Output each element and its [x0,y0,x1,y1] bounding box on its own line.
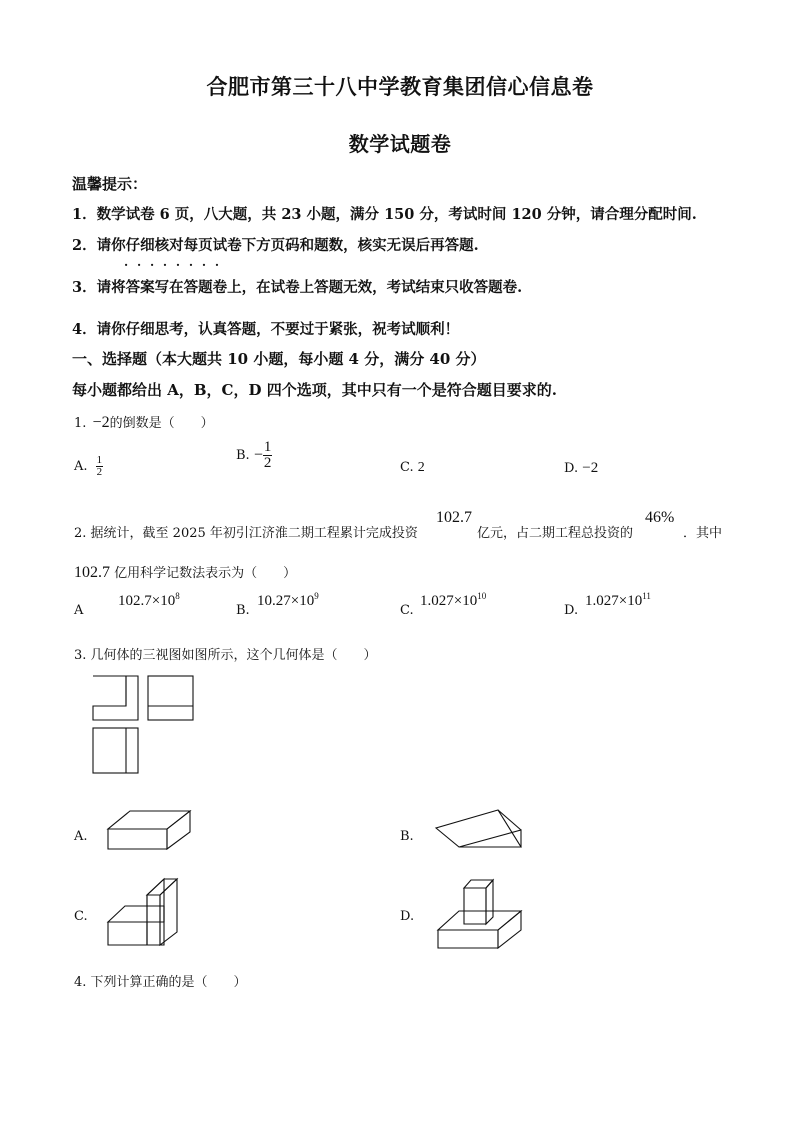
q1-a-label: A. [74,459,88,474]
q3-number: 3. [74,648,87,663]
q3-option-b-label: B. [400,829,414,844]
q2-d-exponent: 11 [642,591,651,601]
q1-c-value: 2 [417,460,425,475]
q1-d-value: −2 [582,460,599,476]
q2-line2-text: 亿用科学记数法表示为（ ） [114,566,297,581]
q2-value1: 102.7 [436,509,472,526]
q4-text: 下列计算正确的是（ ） [90,975,247,990]
tip-item-2: 2．请你仔细核对每页试卷下方页码和题数，核实无误后再答题. [72,237,479,254]
q4-number: 4. [74,975,87,990]
option-c-l-solid [108,879,177,945]
q2-option-d-label: D. [564,603,579,618]
q2-percent: 46% [645,509,675,526]
option-d-block-on-slab [438,880,521,948]
q2-number: 2. [74,526,87,541]
q3-text: 几何体的三视图如图所示，这个几何体是（ ） [90,648,377,663]
tip-item-1: 1．数学试卷 6 页，八大题，共 23 小题，满分 150 分，考试时间 120 分钟，请合理分配时间. [72,206,697,223]
q2-line2-value: 102.7 [74,564,110,581]
tip-item-3: 3．请将答案写在答题卷上，在试卷上答题无效，考试结束只收答题卷. [72,279,523,296]
q2-text3: ．其中 [683,526,723,541]
option-b-wedge [436,810,521,847]
tips-heading: 温馨提示： [72,175,148,193]
page-subtitle: 数学试题卷 [348,132,452,156]
emphasis-dots: ········ [124,258,228,272]
option-a-slab [108,811,190,849]
q2-option-b-label: B. [236,603,250,618]
q2-b-exponent: 9 [314,591,319,601]
q2-a-mantissa: 102.7×10 [118,593,176,609]
q2-c-exponent: 10 [477,591,487,601]
q1-expr: −2 [92,414,110,431]
q1-a-num: 1 [96,454,103,466]
q1-a-den: 2 [96,466,103,478]
q3-option-d-label: D. [400,909,415,924]
q3-option-a-label: A. [74,829,88,844]
q2-text1: 据统计，截至 2025 年初引江济淮二期工程累计完成投资 [90,526,418,541]
q1-number: 1. [74,416,87,431]
section-heading: 一、选择题（本大题共 10 小题，每小题 4 分，满分 40 分） [72,350,486,368]
q2-d-mantissa: 1.027×10 [585,593,643,609]
q2-text2: 亿元，占二期工程总投资的 [477,526,634,541]
q2-option-c-label: C. [400,603,414,618]
q2-a-exponent: 8 [175,591,180,601]
q3-option-c-label: C. [74,909,88,924]
page-title: 合肥市第三十八中学教育集团信心信息卷 [206,74,594,99]
q1-b-label: B. [236,448,250,463]
section-instruction: 每小题都给出 A，B，C，D 四个选项，其中只有一个是符合题目要求的. [72,381,557,399]
q1-text: 的倒数是（ ） [109,416,214,431]
q1-c-label: C. [400,460,414,475]
q4-stem [74,971,247,990]
q2-b-mantissa: 10.27×10 [257,593,315,609]
q1-b-den: 2 [263,455,272,471]
q1-b-sign: − [253,446,263,464]
q1-d-label: D. [564,461,579,476]
tip-item-4: 4．请你仔细思考，认真答题，不要过于紧张，祝考试顺利！ [72,321,460,338]
q2-option-a-label: A [74,603,84,618]
q1-b-num: 1 [263,439,272,455]
q2-c-mantissa: 1.027×10 [420,593,478,609]
